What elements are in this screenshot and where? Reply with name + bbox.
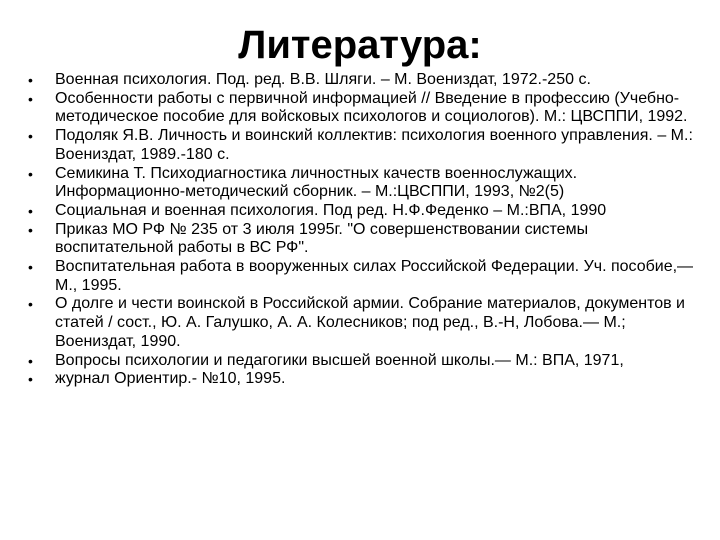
list-item — [28, 221, 708, 258]
bullet-icon: • — [28, 352, 33, 369]
page-title — [0, 22, 720, 68]
list-item — [28, 295, 708, 351]
list-item-text: Приказ МО РФ № 235 от 3 июля 1995г. "О совершенствовании системы воспитательной работы в ВС РФ". — [55, 220, 589, 257]
list-item — [28, 370, 708, 389]
list-item-text: Особенности работы с первичной информацией // Введение в профессию (Учебно-методическое пособие для войсковых психологов и социологов). М.: ЦВСППИ, 1992. — [55, 89, 688, 126]
page-title-text: Литература: — [238, 23, 482, 67]
list-item-text: Военная психология. Под. ред. В.В. Шляги. – М. Воениздат, 1972.-250 с. — [55, 71, 591, 88]
bullet-icon: • — [28, 165, 33, 182]
list-item — [28, 165, 708, 202]
list-item — [28, 127, 708, 164]
bullet-icon: • — [28, 202, 33, 219]
bullet-icon: • — [28, 221, 33, 238]
list-item — [28, 202, 708, 221]
bullet-icon: • — [28, 259, 33, 276]
list-item — [28, 90, 708, 127]
bullet-icon: • — [28, 296, 33, 313]
bibliography-list — [28, 71, 708, 389]
list-item-text: Вопросы психологии и педагогики высшей военной школы.— М.: ВПА, 1971, — [55, 351, 624, 369]
bullet-icon: • — [28, 371, 33, 388]
list-item-text: журнал Ориентир.- №10, 1995. — [55, 370, 286, 388]
list-item-text: Социальная и военная психология. Под ред. Н.Ф.Феденко – М.:ВПА, 1990 — [55, 201, 607, 219]
list-item — [28, 71, 708, 90]
list-item — [28, 258, 708, 295]
list-item-text: Подоляк Я.В. Личность и воинский коллектив: психология военного управления. – М.: Воениздат, 1989.-180 с. — [55, 127, 693, 163]
list-item-text: Воспитательная работа в вооруженных силах Российской Федерации. Уч. пособие,— М., 1995. — [55, 258, 694, 294]
list-item-text: О долге и чести воинской в Российской армии. Собрание материалов, документов и статей / сост., Ю. А. Галушко, А. А. Колесников; под ред., В.-Н, Лобова.— М.; Воениздат, 1990. — [55, 295, 685, 350]
list-item-text: Семикина Т. Психодиагностика личностных качеств военнослужащих. Информационно-методический сборник. – М.:ЦВСППИ, 1993, №2(5) — [55, 164, 578, 201]
list-item — [28, 352, 708, 371]
bullet-icon: • — [28, 128, 33, 145]
bullet-icon: • — [28, 72, 33, 88]
bullet-icon: • — [28, 90, 33, 107]
